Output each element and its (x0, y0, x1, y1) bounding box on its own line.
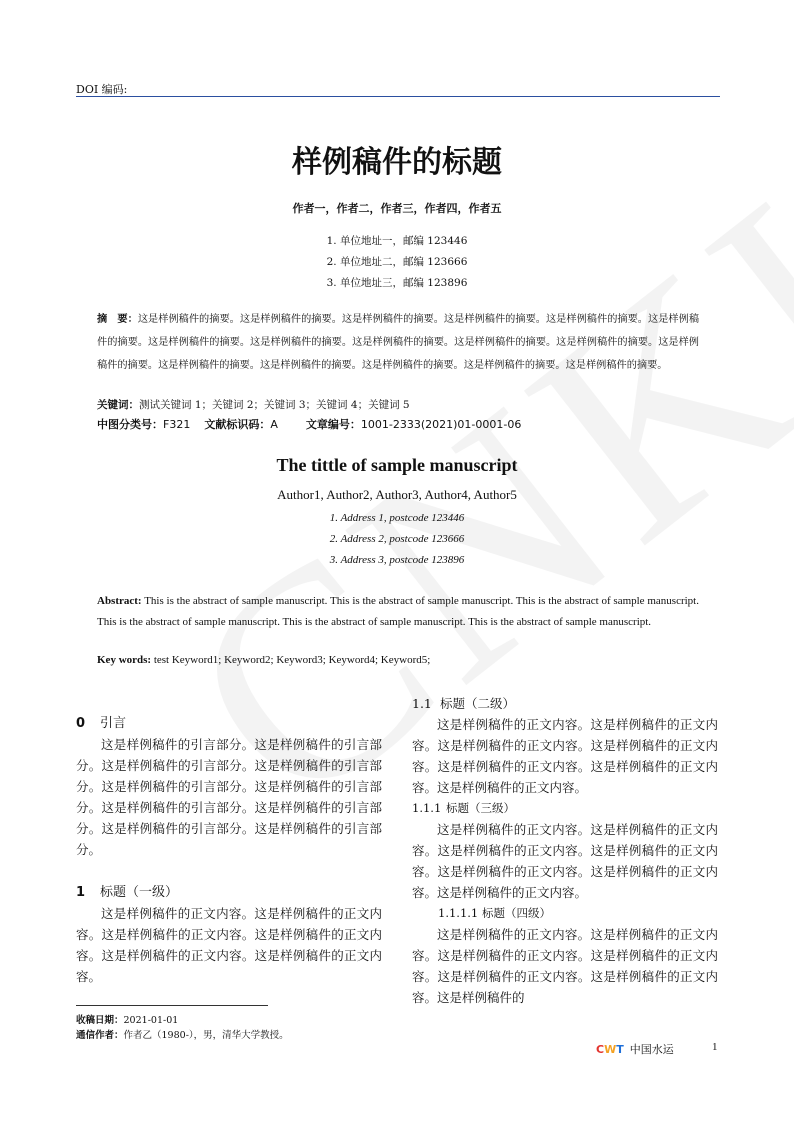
affiliation-en-2: 2. Address 2, postcode 123666 (329, 533, 465, 545)
subsection-paragraph: 这是样例稿件的正文内容。这是样例稿件的正文内容。这是样例稿件的正文内容。这是样例稿件的正文内容。这是样例稿件的正文内容。这是样例稿件的正文内容。这是样例稿件的正文内容。 (412, 717, 718, 795)
keywords-en-label: Key words: (97, 654, 152, 666)
paragraph-body: 这是样例稿件的正文内容。这是样例稿件的正文内容。这是样例稿件的正文内容。这是样例稿件的正文内容。这是样例稿件的正文内容。这是样例稿件的正文内容。这是样例稿件的 (412, 927, 718, 1005)
affiliations-cn (0, 231, 794, 294)
section-number: 1 (76, 885, 86, 900)
clc-value: F321 (163, 418, 191, 431)
corresponding-label: 通信作者： (76, 1030, 124, 1041)
keywords-en-text: test Keyword1; Keyword2; Keyword3; Keyword4; Keyword5; (153, 654, 431, 666)
abstract-en-text: This is the abstract of sample manuscript. This is the abstract of sample manuscript. This is the abstract of sample manuscript. This is the abstract of sample manuscript. This is the abstract of sample manuscript. This is the abstract of sample manuscript. (97, 595, 699, 628)
logo-w: W (604, 1043, 617, 1056)
doi-label: DOI 编码: (76, 83, 128, 96)
received-date (76, 1013, 289, 1028)
abstract-cn-text: 这是样例稿件的摘要。这是样例稿件的摘要。这是样例稿件的摘要。这是样例稿件的摘要。这是样例稿件的摘要。这是样例稿件的摘要。这是样例稿件的摘要。这是样例稿件的摘要。这是样例稿件的摘要。这是样例稿件的摘要。这是样例稿件的摘要。这是样例稿件的摘要。这是样例稿件的摘要。这是样例稿件的摘要。这是样例稿件的摘要。这是样例稿件的摘要。这是样例稿件的摘要。 (97, 314, 700, 371)
keywords-en (97, 654, 430, 666)
doc-code-value: A (270, 418, 278, 431)
affiliation-en-3: 3. Address 3, postcode 123896 (329, 554, 465, 566)
header-divider (76, 96, 720, 97)
affiliation-cn-3: 3. 单位地址三，邮编 123896 (326, 277, 468, 289)
subsubsection-title: 标题（三级） (446, 801, 515, 815)
article-no-label: 文章编号： (305, 418, 361, 431)
keywords-cn-text: 测试关键词 1；关键词 2；关键词 3；关键词 4；关键词 5 (139, 399, 410, 411)
abstract-cn-label: 摘 要： (97, 314, 138, 325)
paper-title-en: The tittle of sample manuscript (276, 455, 518, 475)
paragraph-heading-title: 标题（四级） (482, 906, 551, 920)
right-column (412, 693, 718, 1008)
page-number: 1 (712, 1041, 718, 1053)
section-heading-1 (76, 882, 382, 903)
corresponding-author (76, 1028, 289, 1043)
subsection-number: 1.1 (412, 696, 432, 711)
section-1-paragraph: 这是样例稿件的正文内容。这是样例稿件的正文内容。这是样例稿件的正文内容。这是样例稿件的正文内容。这是样例稿件的正文内容。这是样例稿件的正文内容。 (76, 906, 382, 984)
paper-title-cn: 样例稿件的标题 (292, 145, 502, 180)
abstract-en-label: Abstract: (97, 595, 142, 607)
affiliation-en-1: 1. Address 1, postcode 123446 (329, 512, 465, 524)
clc-label: 中图分类号： (97, 418, 163, 431)
classification-line (97, 416, 521, 432)
received-label: 收稿日期： (76, 1015, 124, 1026)
footnote-divider (76, 1005, 268, 1006)
abstract-cn (97, 308, 699, 377)
affiliations-en (0, 508, 794, 571)
subsubsection-paragraph: 这是样例稿件的正文内容。这是样例稿件的正文内容。这是样例稿件的正文内容。这是样例稿件的正文内容。这是样例稿件的正文内容。这是样例稿件的正文内容。这是样例稿件的正文内容。 (412, 822, 718, 900)
received-value: 2021-01-01 (123, 1015, 179, 1026)
affiliation-cn-2: 2. 单位地址二，邮编 123666 (326, 256, 468, 268)
logo-c: C (596, 1043, 605, 1056)
footnotes (76, 1013, 289, 1043)
subsubsection-heading (412, 798, 718, 819)
doc-code-label: 文献标识码： (204, 418, 271, 431)
intro-paragraph: 这是样例稿件的引言部分。这是样例稿件的引言部分。这是样例稿件的引言部分。这是样例稿件的引言部分。这是样例稿件的引言部分。这是样例稿件的引言部分。这是样例稿件的引言部分。这是样例稿件的引言部分。这是样例稿件的引言部分。这是样例稿件的引言部分。 (76, 737, 382, 857)
authors-cn: 作者一，作者二，作者三，作者四，作者五 (292, 202, 502, 215)
section-heading-intro (76, 713, 382, 734)
subsubsection-number: 1.1.1 (412, 801, 442, 815)
paragraph-heading-number: 1.1.1.1 (438, 906, 479, 920)
section-number: 0 (76, 716, 86, 731)
corresponding-value: 作者乙（1980-），男，清华大学教授。 (123, 1030, 289, 1041)
journal-name: 中国水运 (629, 1043, 674, 1056)
journal-logo (596, 1043, 624, 1056)
logo-t: T (616, 1043, 624, 1056)
paragraph-heading (412, 903, 718, 924)
authors-en: Author1, Author2, Author3, Author4, Author5 (277, 487, 517, 502)
subsection-title: 标题（二级） (440, 696, 516, 711)
section-title: 引言 (100, 716, 127, 731)
journal-brand (596, 1041, 674, 1057)
article-no-value: 1001-2333(2021)01-0001-06 (360, 418, 522, 431)
subsection-heading (412, 693, 718, 714)
affiliation-cn-1: 1. 单位地址一，邮编 123446 (326, 235, 468, 247)
section-title: 标题（一级） (100, 885, 179, 900)
keywords-cn (97, 397, 410, 412)
keywords-cn-label: 关键词： (97, 399, 139, 411)
abstract-en (97, 591, 699, 633)
left-column (76, 713, 382, 987)
